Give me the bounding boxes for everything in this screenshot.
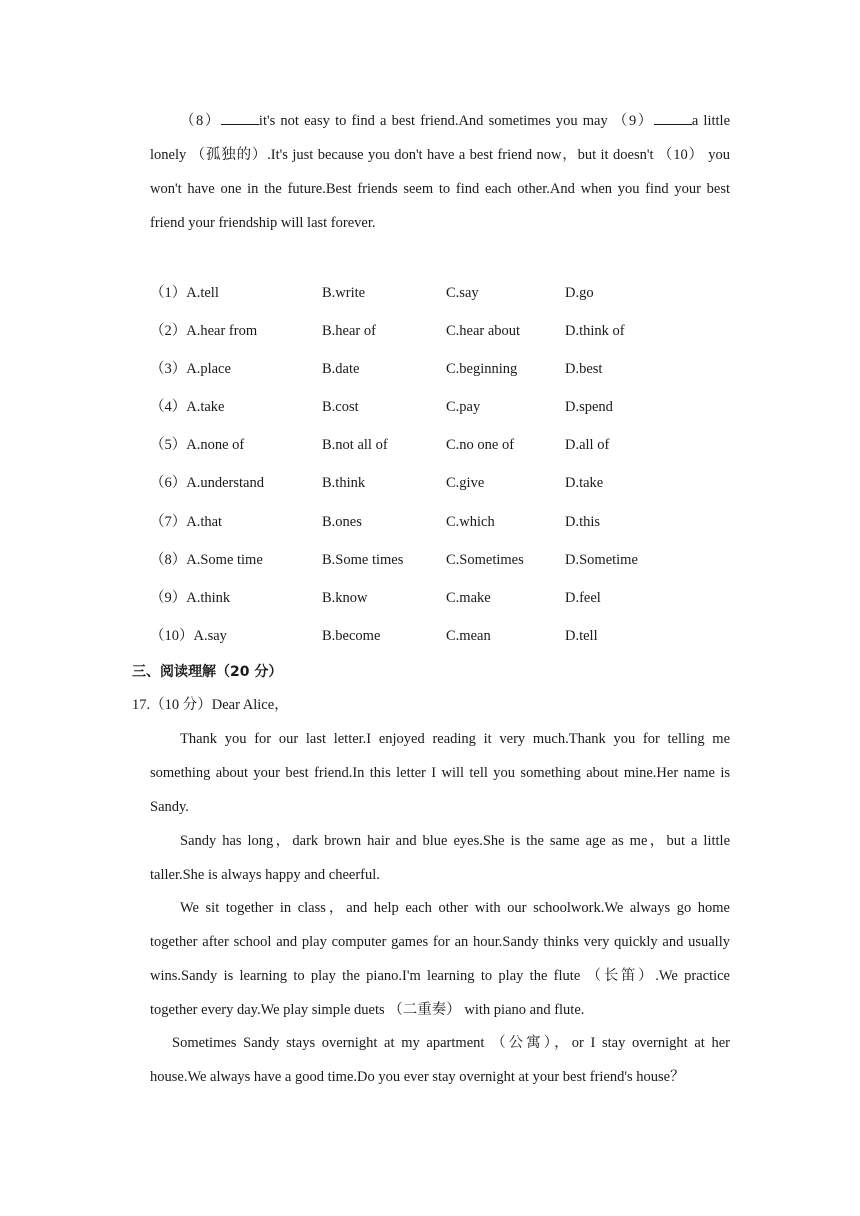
option-a: （9）A.think [150,589,231,606]
option-b: B.ones [322,513,362,530]
option-c: C.hear about [446,323,521,340]
blank-8 [221,112,259,125]
letter-paragraph-1: Thank you for our last letter.I enjoyed reading it very much.Thank you for telling me something about your best friend.In this letter I will tell you something about mine.Her name is Sandy. [150,731,730,815]
option-c: C.give [446,475,485,492]
option-c: C.mean [446,627,491,644]
option-a: （1）A.tell [150,285,219,301]
option-c: C.Sometimes [446,551,524,568]
option-row [150,543,730,581]
option-row [150,352,730,390]
option-d: D.tell [565,627,598,644]
option-row [150,390,730,428]
passage-text: it's not easy to find a best friend.And sometimes you may （9） [258,113,654,129]
option-a: （8）A.Some time [150,551,263,568]
option-a: （6）A.understand [150,475,264,492]
option-d: D.this [565,513,601,530]
option-row [150,428,730,466]
option-c: C.make [446,589,491,606]
option-a: （5）A.none of [150,437,245,454]
option-b: B.know [322,589,368,606]
option-a: （3）A.place [150,361,231,378]
option-row [150,314,730,352]
blank-label-8: （8） [180,113,221,129]
option-b: B.date [322,361,360,378]
letter-paragraph-4: Sometimes Sandy stays overnight at my apartment （公寓），or I stay overnight at her house.We always have a good time.Do you ever stay overnight at your best friend's house？ [150,1035,730,1085]
option-row [150,581,730,619]
option-d: D.take [565,475,604,492]
option-d: D.think of [565,323,625,340]
option-d: D.go [565,285,594,301]
option-c: C.say [446,285,479,301]
option-a: （10）A.say [150,627,227,644]
option-a: （4）A.take [150,399,225,416]
option-d: D.Sometime [565,551,638,568]
option-b: B.write [322,285,366,301]
letter-paragraph-3: We sit together in class，and help each other with our schoolwork.We always go home together after school and play computer games for an hour.Sandy thinks very quickly and usually wins.Sandy is learning to play the piano.I'm learning to play the flute （长笛）.We practice together every day.We play simple duets （二重奏） with piano and flute. [150,900,730,1018]
option-b: B.think [322,475,366,492]
option-b: B.not all of [322,437,388,454]
option-b: B.Some times [322,551,404,568]
option-d: D.feel [565,589,601,606]
option-d: D.spend [565,399,613,416]
passage-text: a little lonely （孤独的）.It's just because you don't have a best friend now，but it doesn't （10） you won't have one in the future.Best friends seem to find each other.And when you find your best friend your friendship will last forever. [150,113,731,231]
blank-9 [654,112,692,125]
option-a: （7）A.that [150,513,223,530]
option-d: D.best [565,361,603,378]
option-c: C.pay [446,399,481,416]
section-title: 三、阅读理解（20 分） [132,664,283,680]
passage-ending [150,104,730,240]
option-d: D.all of [565,437,610,454]
option-b: B.cost [322,399,359,416]
letter-paragraph-2: Sandy has long，dark brown hair and blue eyes.She is the same age as me，but a little taller.She is always happy and cheerful. [150,833,730,883]
option-c: C.no one of [446,437,515,454]
option-row [150,466,730,504]
option-c: C.beginning [446,361,518,378]
options-table [150,276,730,657]
option-a: （2）A.hear from [150,323,258,340]
option-b: B.become [322,627,381,644]
option-c: C.which [446,513,495,530]
option-row [150,276,730,314]
option-row [150,619,730,657]
option-row [150,505,730,543]
question-heading: 17.（10 分）Dear Alice， [132,697,289,713]
option-b: B.hear of [322,323,376,340]
